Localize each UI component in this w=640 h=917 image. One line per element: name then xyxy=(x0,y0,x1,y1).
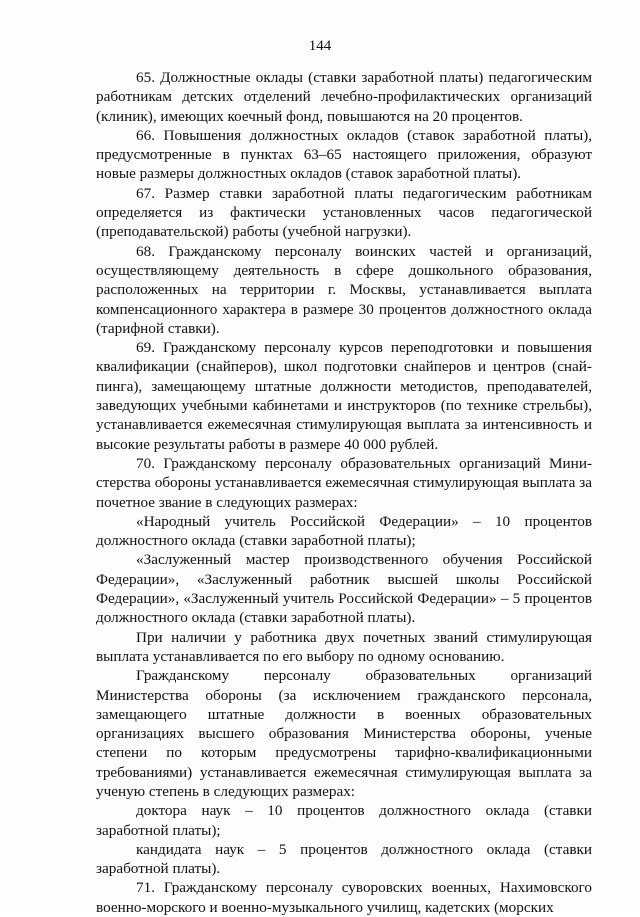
paragraph-65: 65. Должностные оклады (ставки заработной платы) педагогическим работникам детских отделений лечебно-профилактических организаций (клиник), имеющих коечный фонд, повышаются на 20 процентов. xyxy=(96,69,592,125)
paragraph-66: 66. Повышения должностных окладов (ставок заработной платы), предусмотренные в пунктах 63–65 настоящего приложения, образуют новые размеры должностных окладов (ставок заработной платы). xyxy=(96,126,592,183)
paragraph-69: 69. Гражданскому персоналу курсов переподготовки и повышения квалификации (снайперов), школ подготовки снайперов и центров (снай-пинга), замещающему штатные должности методистов, преподавателей, заведующих учебными кабинетами и инструкторов (по технике стрельбы), устанавливается ежемесячная стимулирующая выплата за интенсивность и высокие результаты работы в размере 40 000 рублей. xyxy=(96,339,592,453)
paragraph-70-two-titles: При наличии у работника двух почетных званий стимулирующая выплата устанавливается по его выбору по одному основанию. xyxy=(96,628,592,665)
paragraph-70-academic-degree: Гражданскому персоналу образовательных организаций Министерства обороны (за исключением гражданского персонала, замещающего штатные должности в военных образовательных организациях высшего образования Министерства обороны, ученые степени по которым предусмотрены тарифно-квалификационными требованиями) устанавливается ежемесячная стимулирующая выплата за ученую степень в следующих размерах: xyxy=(96,667,592,800)
paragraph-70-people-teacher: «Народный учитель Российской Федерации» – 10 процентов должностного оклада (ставки заработной платы); xyxy=(96,512,592,550)
paragraph-70: 70. Гражданскому персоналу образовательных организаций Мини-стерства обороны устанавливается ежемесячная стимулирующая выплата за почетное звание в следующих размерах: xyxy=(96,454,592,511)
paragraph-70-candidate: кандидата наук – 5 процентов должностного оклада (ставки заработной платы). xyxy=(96,840,592,878)
paragraph-71: 71. Гражданскому персоналу суворовских военных, Нахимовского военно-морского и военно-музыкального училищ, кадетских (морских xyxy=(96,879,592,916)
paragraph-68: 68. Гражданскому персоналу воинских частей и организаций, осуществляющему деятельность в сфере дошкольного образования, расположенных на территории г. Москвы, устанавливается выплата компенсационного характера в размере 30 процентов должностного оклада (тарифной ставки). xyxy=(96,242,592,337)
paragraph-70-honored-titles: «Заслуженный мастер производственного обучения Российской Федерации», «Заслуженный работник высшей школы Российской Федерации», «Заслуженный учитель Российской Федерации» – 5 процентов должностного оклада (ставки заработной платы). xyxy=(96,551,592,627)
paragraph-70-doctor: доктора наук – 10 процентов должностного оклада (ставки заработной платы); xyxy=(96,802,592,839)
page-number: 144 xyxy=(308,38,332,54)
document-body xyxy=(96,68,592,917)
paragraph-67: 67. Размер ставки заработной платы педагогическим работникам определяется из фактически установленных часов педагогической (преподавательской) работы (учебной нагрузки). xyxy=(96,184,592,241)
